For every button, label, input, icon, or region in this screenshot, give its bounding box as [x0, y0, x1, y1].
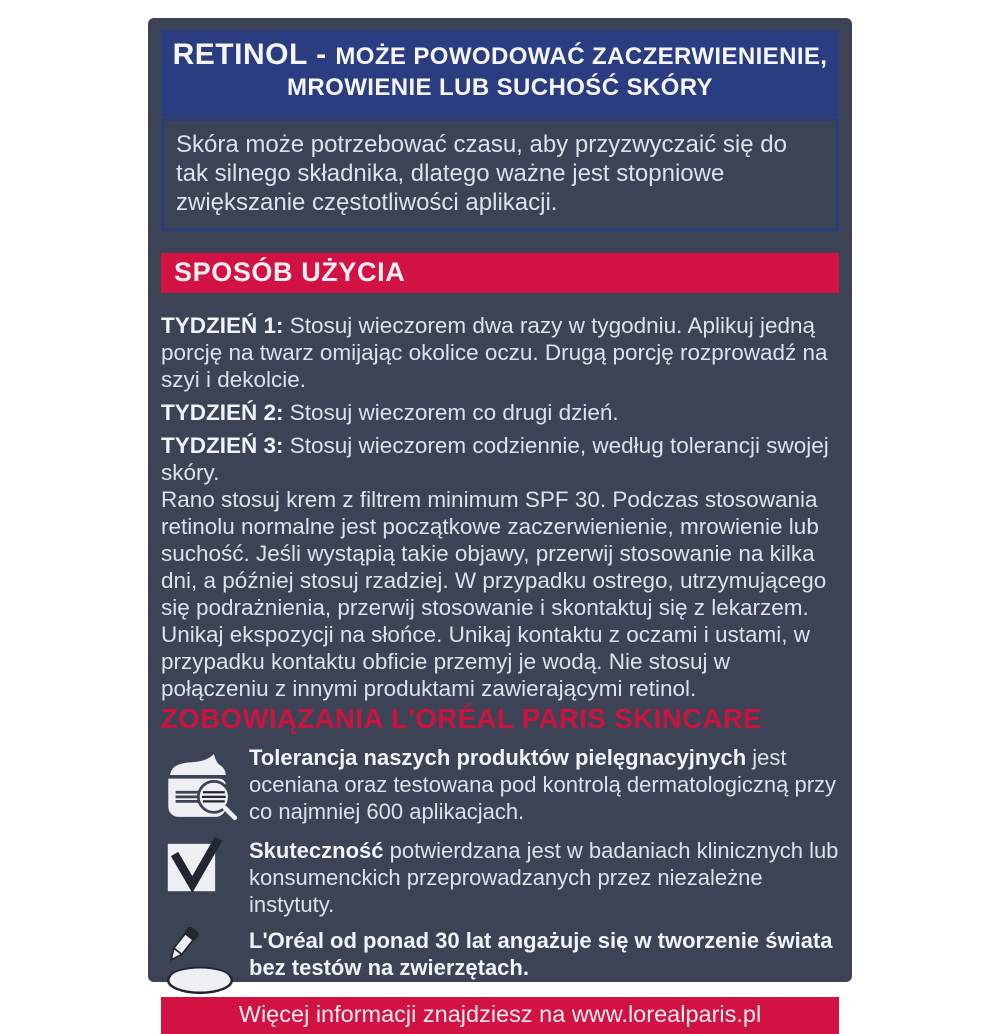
- usage-week2: TYDZIEŃ 2: Stosuj wieczorem co drugi dzień.: [161, 400, 619, 425]
- label-panel: [148, 18, 852, 1027]
- usage-week3-label: TYDZIEŃ 3:: [161, 433, 284, 458]
- commitment-efficacy-text: Skuteczność potwierdzana jest w badaniach klinicznych lub konsumenckich przeprowadzanych przez niezależne instytuty.: [249, 838, 839, 917]
- commitment-efficacy: [161, 835, 839, 918]
- warning-title-rest: MOŻE POWODOWAĆ ZACZERWIENIENIE, MROWIENIE LUB SUCHOŚĆ SKÓRY: [287, 43, 828, 101]
- dropper-petri-dish-icon: [161, 925, 239, 997]
- commitment-animal-testing: [161, 925, 839, 997]
- usage-section-banner: [161, 253, 839, 293]
- footer-info-text: Więcej informacji znajdziesz na www.lorealparis.pl: [238, 1001, 762, 1027]
- usage-precautions: Rano stosuj krem z filtrem minimum SPF 30. Podczas stosowania retinolu normalne jest początkowe zaczerwienienie, mrowienie lub suchość. Jeśli wystąpią takie objawy, przerwij stosowanie na kilka dni, a później stosuj rzadziej. W przypadku ostrego, utrzymującego się podrażnienia, przerwij stosowanie i skontaktuj się z lekarzem. Unikaj ekspozycji na słońce. Unikaj kontaktu z oczami i ustami, w przypadku kontaktu obficie przemyj je wodą. Nie stosuj w połączeniu z innymi produktami zawierającymi retinol.: [161, 487, 827, 701]
- commitment-tolerance-text: Tolerancja naszych produktów pielęgnacyjnych jest oceniana oraz testowana pod kontrolą dermatologiczną przy co najmniej 600 aplikacjach.: [249, 745, 837, 824]
- commitment-tolerance: [161, 742, 839, 828]
- intro-note-box: [161, 118, 839, 231]
- commitment-animal-testing-text: L'Oréal od ponad 30 lat angażuje się w tworzenie świata bez testów na zwierzętach.: [249, 928, 833, 980]
- footer-info-banner: [161, 997, 839, 1034]
- usage-heading: SPOSÓB UŻYCIA: [174, 257, 406, 287]
- usage-week3: TYDZIEŃ 3: Stosuj wieczorem codziennie, według tolerancji swojej skóry.: [161, 433, 829, 485]
- usage-week1-label: TYDZIEŃ 1:: [161, 313, 284, 338]
- cream-jar-magnifier-icon: [161, 742, 243, 828]
- usage-instructions: [161, 312, 839, 702]
- retinol-warning-box: [161, 30, 839, 117]
- usage-week1: TYDZIEŃ 1: Stosuj wieczorem dwa razy w tygodniu. Aplikuj jedną porcję na twarz omijając okolice oczu. Drugą porcję rozprowadź na szyi i dekolcie.: [161, 313, 828, 392]
- warning-title-lead: RETINOL -: [172, 38, 336, 71]
- checkmark-icon: [161, 835, 227, 895]
- intro-note-text: Skóra może potrzebować czasu, aby przyzwyczaić się do tak silnego składnika, dlatego ważne jest stopniowe zwiększanie częstotliwości aplikacji.: [176, 131, 787, 216]
- usage-week2-label: TYDZIEŃ 2:: [161, 400, 284, 425]
- commitments-heading: ZOBOWIĄZANIA L'ORÉAL PARIS SKINCARE: [161, 703, 763, 734]
